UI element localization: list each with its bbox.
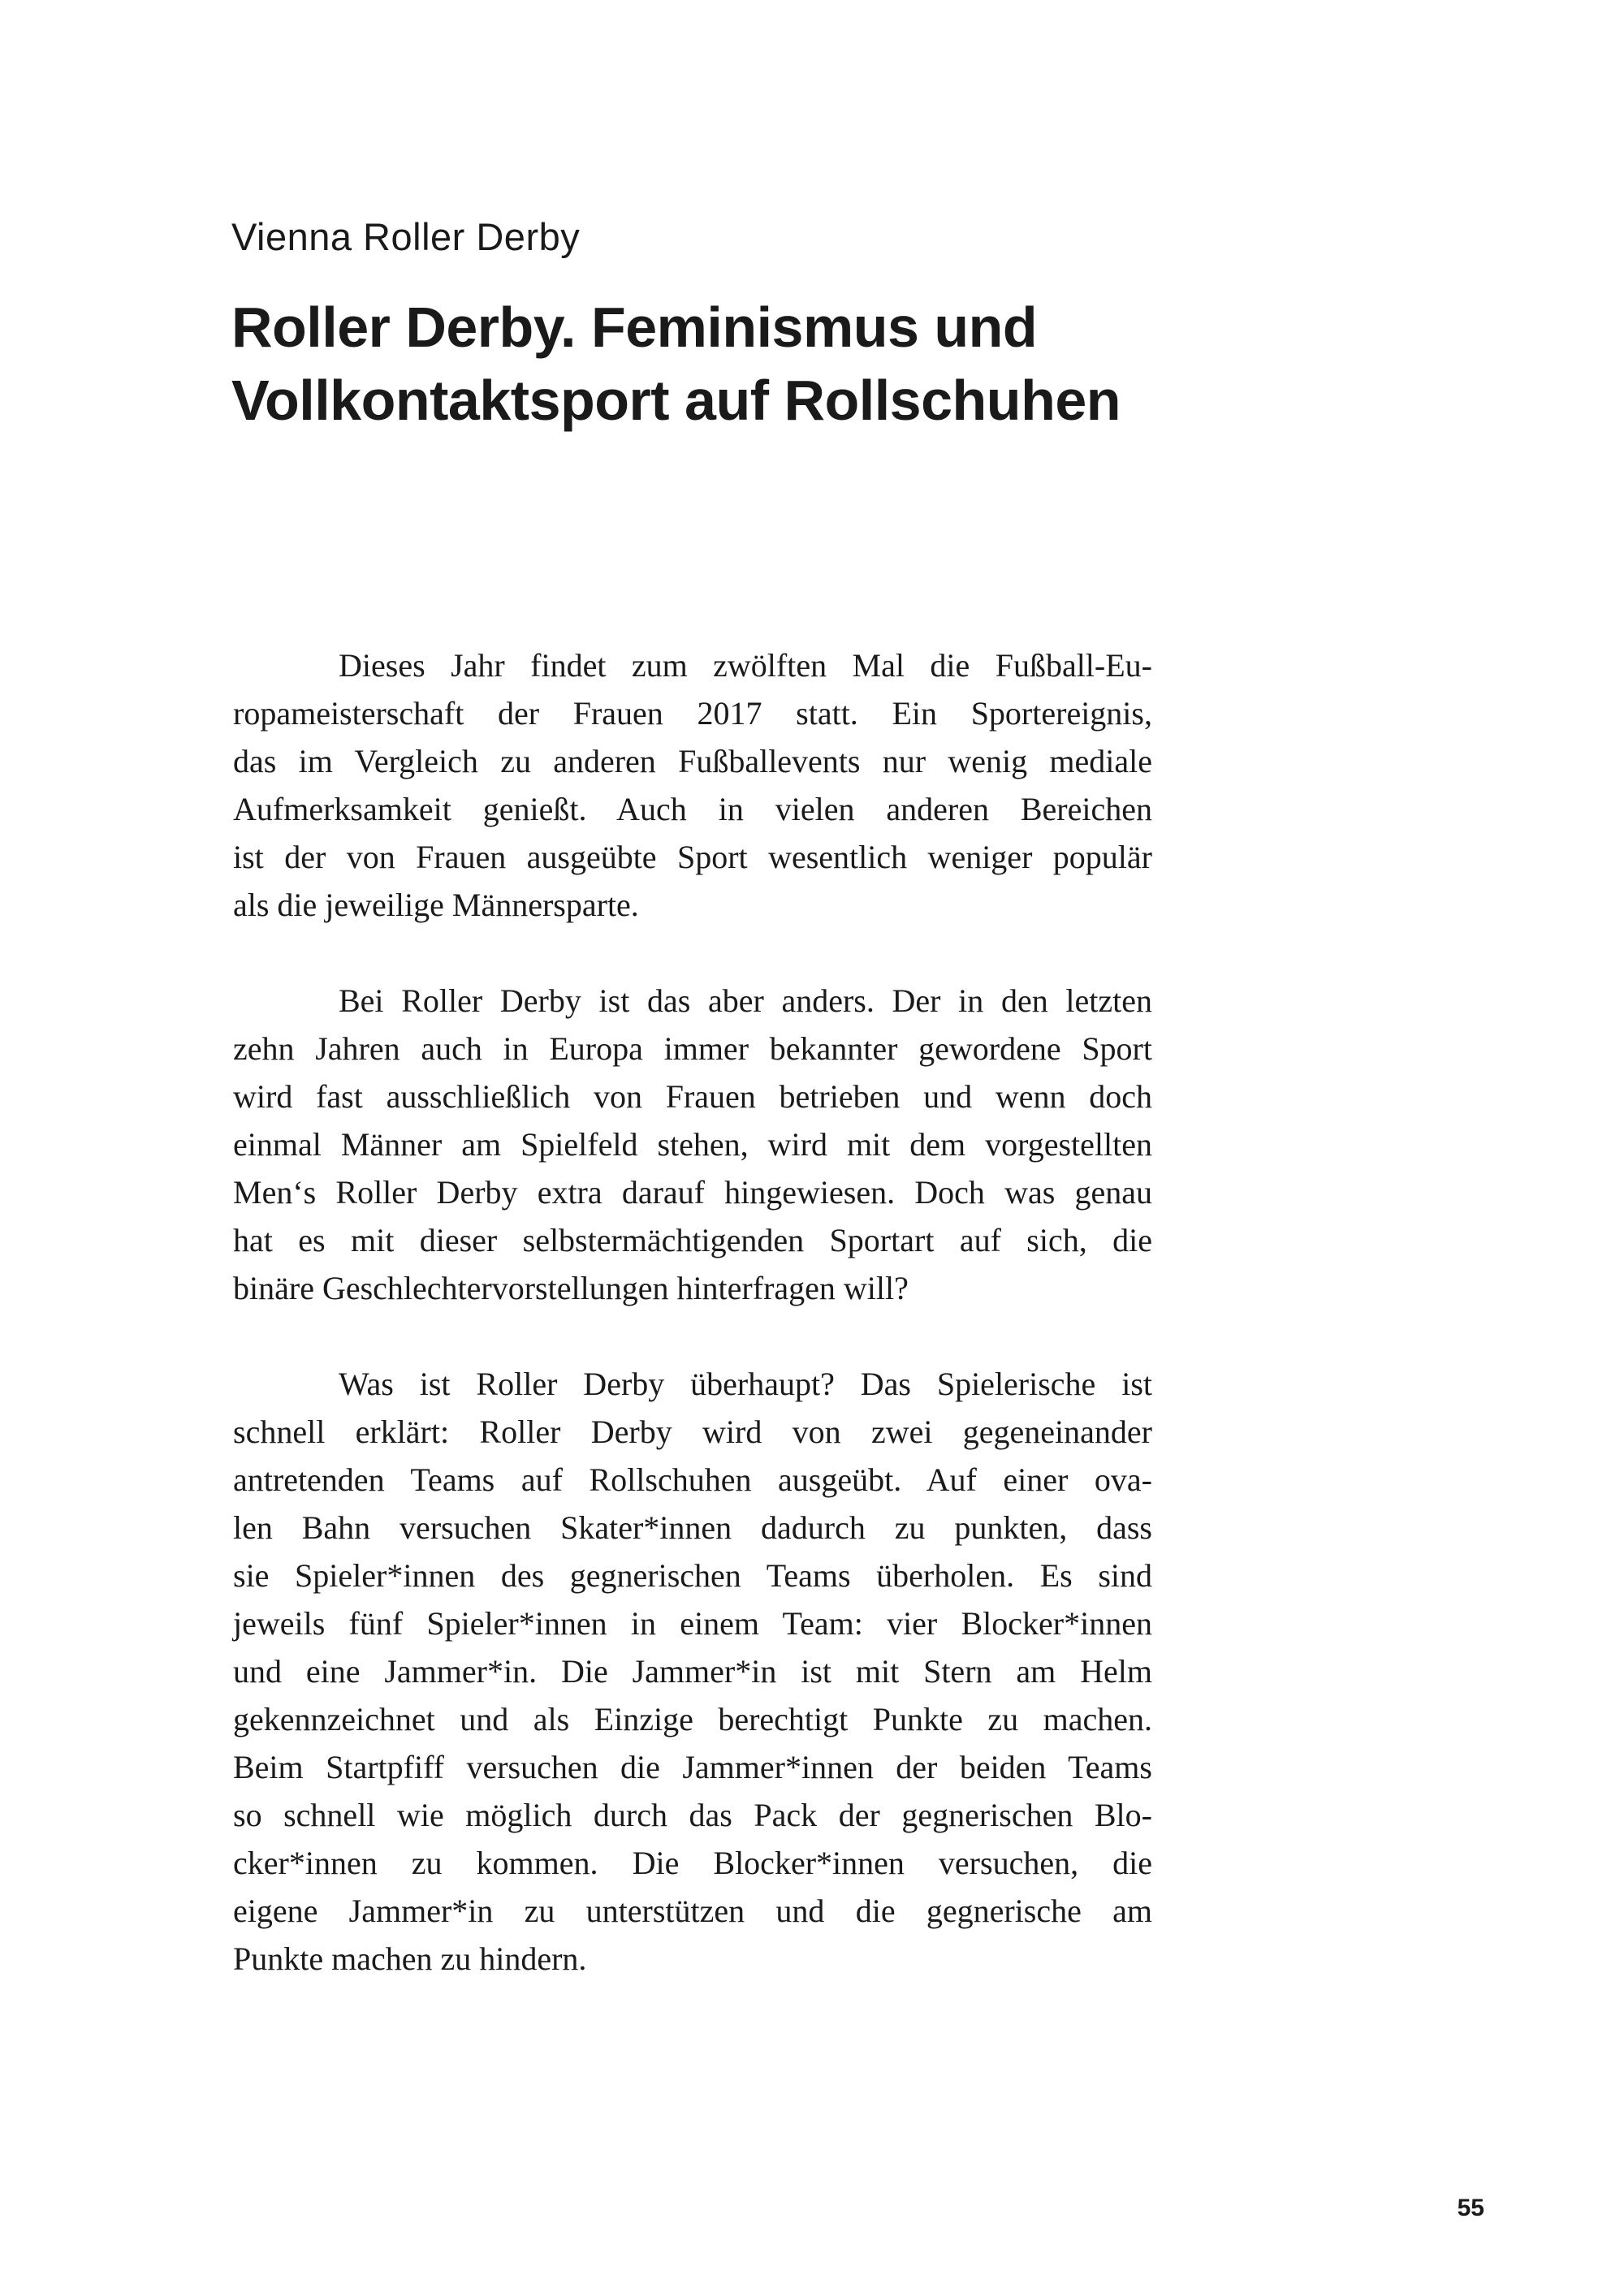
text-line: Bei Roller Derby ist das aber anders. Der in den letzten [339,982,1152,1019]
text-line: Men‘s Roller Derby extra darauf hingewiesen. Doch was genau [233,1174,1152,1211]
article-body [233,641,1152,2031]
text-line: als die jeweilige Männersparte. [233,887,639,923]
text-line: binäre Geschlechtervorstellungen hinterfragen will? [233,1270,909,1306]
text-line: Beim Startpfiff versuchen die Jammer*innen der beiden Teams [233,1749,1152,1785]
text-line: len Bahn versuchen Skater*innen dadurch zu punkten, dass [233,1509,1152,1546]
page-number: 55 [1457,2195,1484,2221]
text-line: Dieses Jahr findet zum zwölften Mal die Fußball-Eu- [339,647,1152,684]
text-line: so schnell wie möglich durch das Pack der gegnerischen Blo- [233,1797,1152,1833]
text-line: gekennzeichnet und als Einzige berechtigt Punkte zu machen. [233,1701,1152,1737]
text-line: cker*innen zu kommen. Die Blocker*innen versuchen, die [233,1845,1152,1881]
text-line: das im Vergleich zu anderen Fußballevents nur wenig mediale [233,743,1152,779]
article-title [231,291,1449,437]
text-line: schnell erklärt: Roller Derby wird von zwei gegeneinander [233,1414,1152,1450]
paragraph-1 [233,641,1152,929]
article-title-line: Roller Derby. Feminismus und [231,296,1038,359]
paragraph-3 [233,1360,1152,1983]
text-line: wird fast ausschließlich von Frauen betrieben und wenn doch [233,1078,1152,1115]
text-line: einmal Männer am Spielfeld stehen, wird mit dem vorgestellten [233,1126,1152,1163]
text-line: und eine Jammer*in. Die Jammer*in ist mit Stern am Helm [233,1653,1152,1690]
text-line: hat es mit dieser selbstermächtigenden Sportart auf sich, die [233,1222,1152,1258]
text-line: antretenden Teams auf Rollschuhen ausgeübt. Auf einer ova- [233,1461,1152,1498]
text-line: ist der von Frauen ausgeübte Sport wesentlich weniger populär [233,839,1152,875]
article-author: Vienna Roller Derby [231,215,581,258]
text-line: jeweils fünf Spieler*innen in einem Team: vier Blocker*innen [233,1605,1152,1642]
text-line: Punkte machen zu hindern. [233,1940,587,1977]
text-line: Aufmerksamkeit genießt. Auch in vielen anderen Bereichen [233,791,1152,827]
text-line: sie Spieler*innen des gegnerischen Teams überholen. Es sind [233,1557,1152,1594]
text-line: eigene Jammer*in zu unterstützen und die gegnerische am [233,1893,1152,1929]
text-line: zehn Jahren auch in Europa immer bekannter gewordene Sport [233,1030,1152,1067]
text-line: ropameisterschaft der Frauen 2017 statt. Ein Sportereignis, [233,695,1152,732]
paragraph-2 [233,977,1152,1312]
article-title-line: Vollkontaktsport auf Rollschuhen [231,369,1121,432]
text-line: Was ist Roller Derby überhaupt? Das Spielerische ist [339,1366,1152,1402]
